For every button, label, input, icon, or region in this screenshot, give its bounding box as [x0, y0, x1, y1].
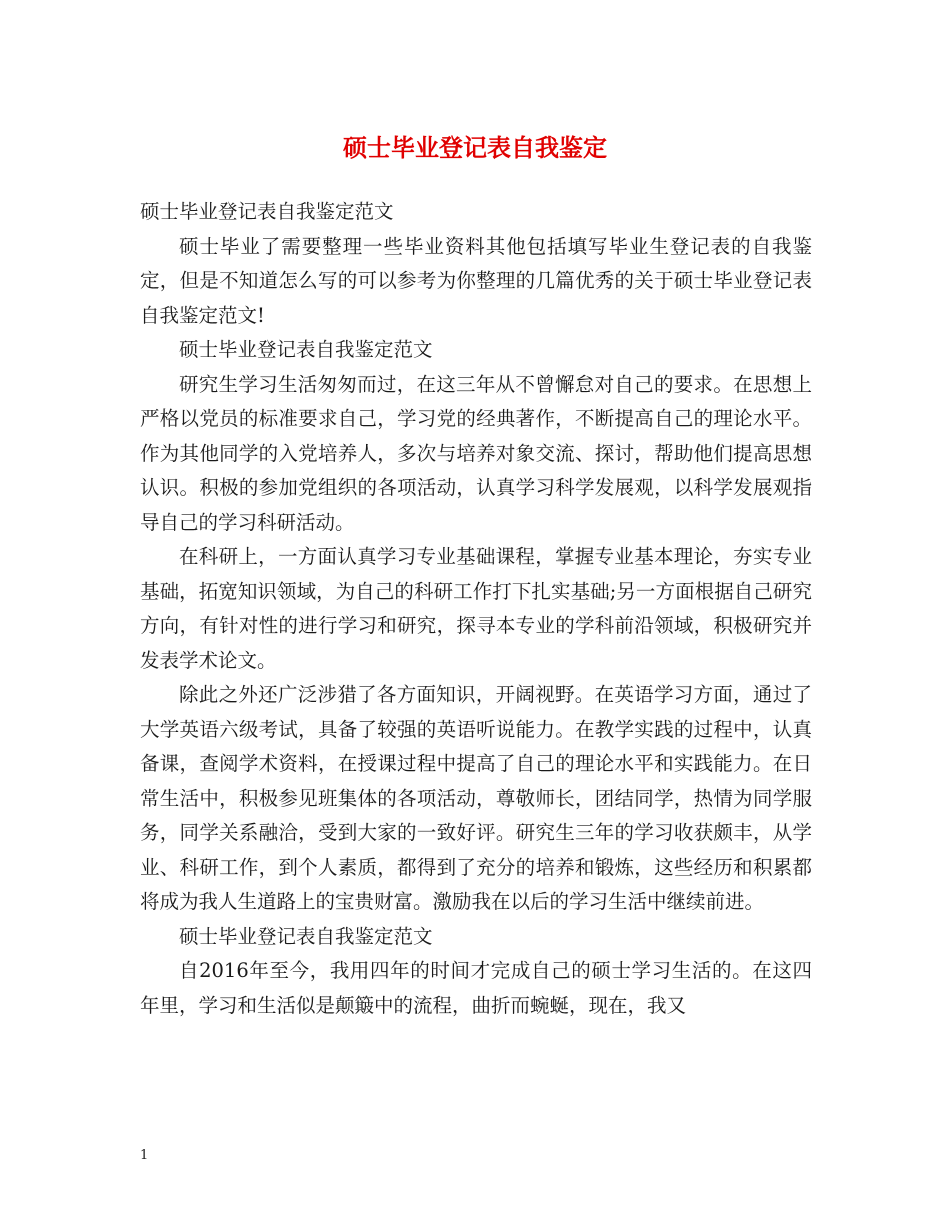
page-number: 1 — [140, 1148, 149, 1163]
paragraph-subtitle: 硕士毕业登记表自我鉴定范文 — [140, 200, 394, 223]
paragraph-body-4: 自2016年至今，我用四年的时间才完成自己的硕士学习生活的。在这四年里，学习和生活似是颠簸中的流程，曲折而蜿蜒，现在，我又 — [140, 959, 812, 1017]
paragraph-intro: 硕士毕业了需要整理一些毕业资料其他包括填写毕业生登记表的自我鉴定，但是不知道怎么写的可以参考为你整理的几篇优秀的关于硕士毕业登记表自我鉴定范文! — [140, 234, 812, 327]
paragraph-heading-1: 硕士毕业登记表自我鉴定范文 — [179, 338, 433, 361]
paragraph-body-1: 研究生学习生活匆匆而过，在这三年从不曾懈怠对自己的要求。在思想上严格以党员的标准要求自己，学习党的经典著作，不断提高自己的理论水平。作为其他同学的入党培养人，多次与培养对象交流、探讨，帮助他们提高思想认识。积极的参加党组织的各项活动，认真学习科学发展观，以科学发展观指导自己的学习科研活动。 — [140, 372, 812, 534]
paragraph-body-3: 除此之外还广泛涉猎了各方面知识，开阔视野。在英语学习方面，通过了大学英语六级考试，具备了较强的英语听说能力。在教学实践的过程中，认真备课，查阅学术资料，在授课过程中提高了自己的理论水平和实践能力。在日常生活中，积极参见班集体的各项活动，尊敬师长，团结同学，热情为同学服务，同学关系融洽，受到大家的一致好评。研究生三年的学习收获颇丰，从学业、科研工作，到个人素质，都得到了充分的培养和锻炼，这些经历和积累都将成为我人生道路上的宝贵财富。激励我在以后的学习生活中继续前进。 — [140, 683, 812, 913]
paragraph-heading-2: 硕士毕业登记表自我鉴定范文 — [179, 924, 433, 948]
document-body — [140, 195, 812, 1023]
document-title: 硕士毕业登记表自我鉴定 — [343, 133, 607, 162]
paragraph-body-2: 在科研上，一方面认真学习专业基础课程，掌握专业基本理论，夯实专业基础，拓宽知识领域，为自己的科研工作打下扎实基础;另一方面根据自己研究方向，有针对性的进行学习和研究，探寻本专业的学科前沿领域，积极研究并发表学术论文。 — [140, 545, 812, 672]
